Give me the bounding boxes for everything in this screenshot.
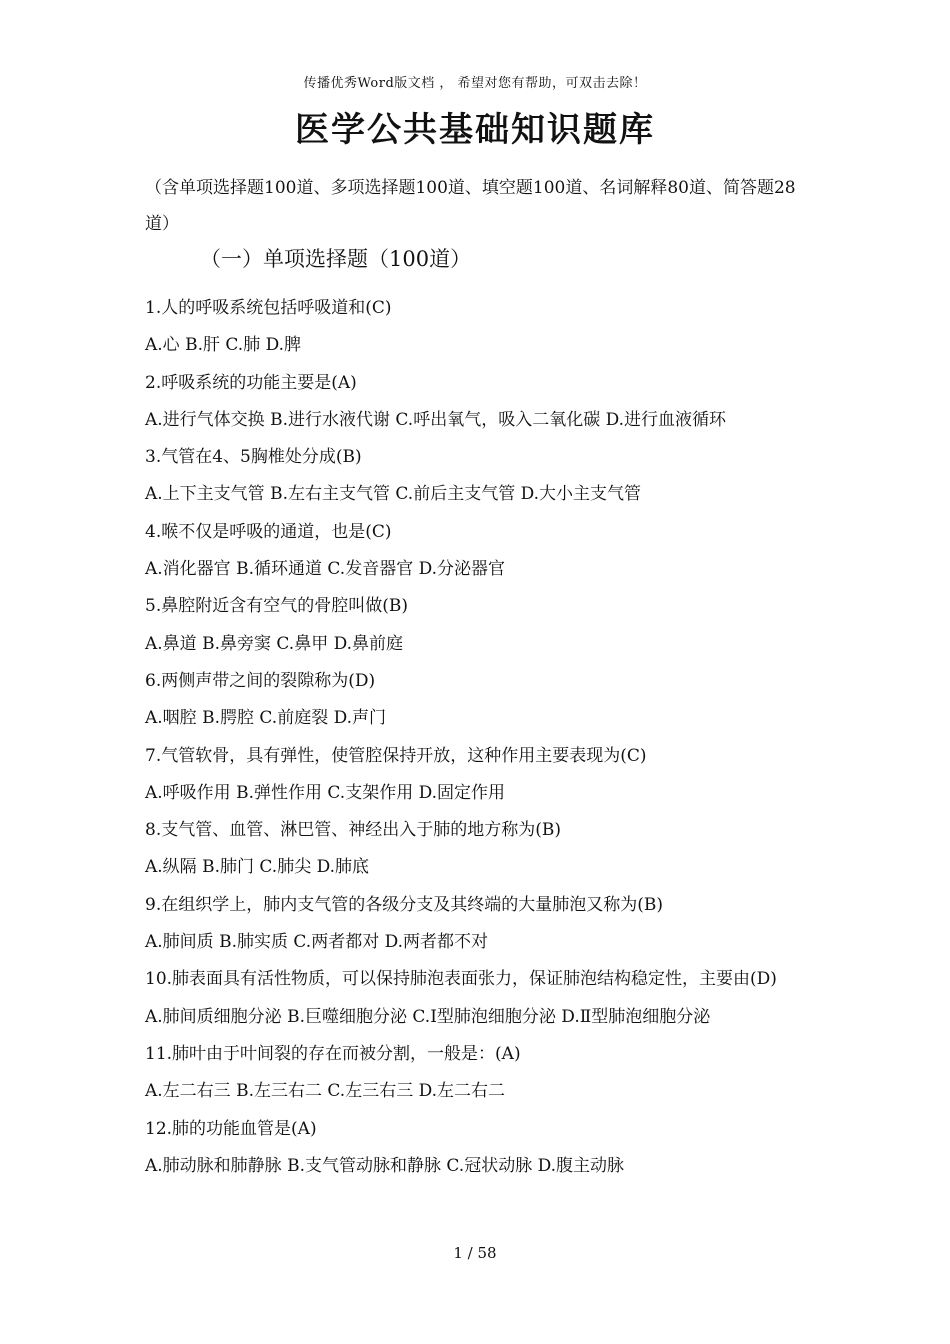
- question-line: 4.喉不仅是呼吸的通道，也是(C): [145, 521, 392, 542]
- question-line: 10.肺表面具有活性物质，可以保持肺泡表面张力，保证肺泡结构稳定性，主要由(D): [145, 969, 777, 990]
- question-line: 5.鼻腔附近含有空气的骨腔叫做(B): [145, 596, 408, 617]
- options-line: A.纵隔 B.肺门 C.肺尖 D.肺底: [145, 857, 370, 878]
- question-line: 9.在组织学上，肺内支气管的各级分支及其终端的大量肺泡又称为(B): [145, 894, 663, 915]
- options-line: A.肺间质 B.肺实质 C.两者都对 D.两者都不对: [145, 932, 489, 953]
- options-line: A.肺间质细胞分泌 B.巨噬细胞分泌 C.Ⅰ型肺泡细胞分泌 D.Ⅱ型肺泡细胞分泌: [145, 1006, 711, 1027]
- question-line: 1.人的呼吸系统包括呼吸道和(C): [145, 298, 392, 318]
- document-subtitle: （含单项选择题100道、多项选择题100道、填空题100道、名词解释80道、简答题28道）: [145, 178, 796, 234]
- options-line: A.呼吸作用 B.弹性作用 C.支架作用 D.固定作用: [145, 782, 506, 803]
- question-line: 12.肺的功能血管是(A): [145, 1118, 317, 1139]
- question-line: 11.肺叶由于叶间裂的存在而被分割，一般是：(A): [145, 1043, 521, 1064]
- page-number: 1 / 58: [453, 1244, 497, 1262]
- options-line: A.进行气体交换 B.进行水液代谢 C.呼出氧气，吸入二氧化碳 D.进行血液循环: [145, 409, 727, 430]
- options-line: A.肺动脉和肺静脉 B.支气管动脉和静脉 C.冠状动脉 D.腹主动脉: [145, 1155, 625, 1176]
- options-line: A.上下主支气管 B.左右主支气管 C.前后主支气管 D.大小主支气管: [145, 484, 642, 505]
- options-line: A.消化器官 B.循环通道 C.发音器官 D.分泌器官: [145, 559, 506, 580]
- section-heading: （一）单项选择题（100道）: [200, 247, 472, 271]
- question-line: 3.气管在4、5胸椎处分成(B): [145, 447, 362, 468]
- options-line: A.左二右三 B.左三右二 C.左三右三 D.左二右二: [145, 1081, 506, 1102]
- question-line: 8.支气管、血管、淋巴管、神经出入于肺的地方称为(B): [145, 820, 561, 841]
- question-line: 6.两侧声带之间的裂隙称为(D): [145, 670, 376, 691]
- question-line: 2.呼吸系统的功能主要是(A): [145, 372, 357, 393]
- page-header-note: 传播优秀Word版文档 ， 希望对您有帮助，可双击去除！: [303, 76, 647, 91]
- options-line: A.鼻道 B.鼻旁窦 C.鼻甲 D.鼻前庭: [145, 633, 404, 654]
- document-title: 医学公共基础知识题库: [295, 110, 655, 150]
- question-line: 7.气管软骨，具有弹性，使管腔保持开放，这种作用主要表现为(C): [145, 745, 647, 766]
- question-list: [145, 290, 813, 1185]
- options-line: A.心 B.肝 C.肺 D.脾: [145, 335, 302, 356]
- options-line: A.咽腔 B.腭腔 C.前庭裂 D.声门: [145, 708, 387, 729]
